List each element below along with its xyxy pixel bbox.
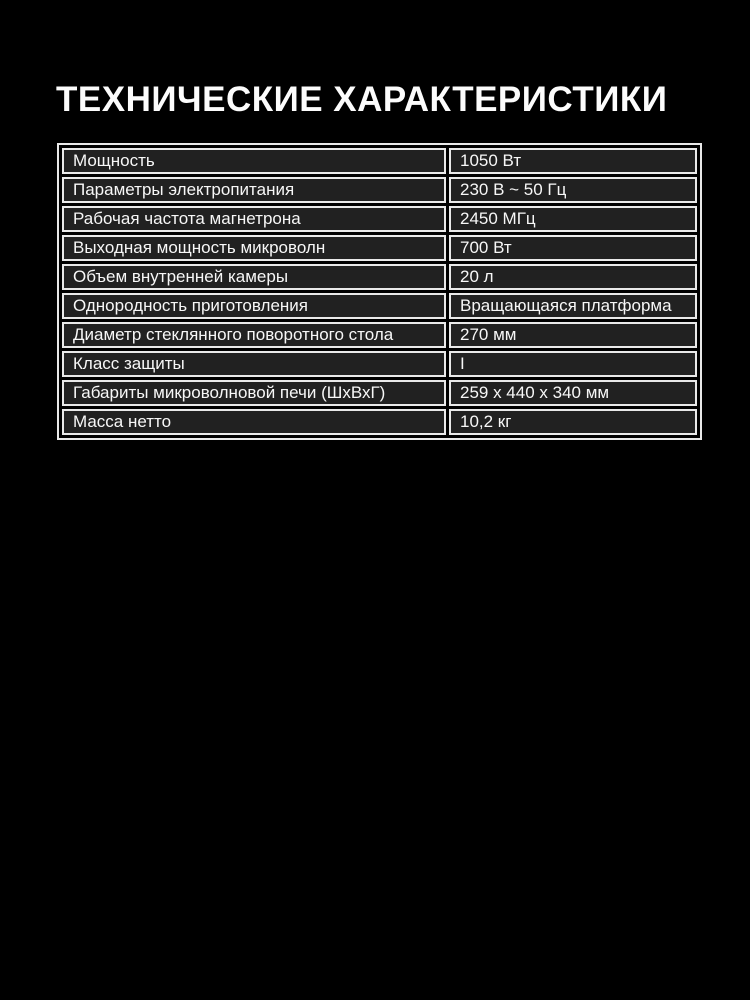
table-row bbox=[62, 206, 697, 232]
spec-value: 10,2 кг bbox=[449, 409, 697, 435]
spec-value: 20 л bbox=[449, 264, 697, 290]
table-row bbox=[62, 148, 697, 174]
spec-value: 270 мм bbox=[449, 322, 697, 348]
page-title: ТЕХНИЧЕСКИЕ ХАРАКТЕРИСТИКИ bbox=[56, 80, 668, 119]
spec-label: Однородность приготовления bbox=[62, 293, 446, 319]
spec-table-container bbox=[57, 143, 702, 440]
spec-label: Объем внутренней камеры bbox=[62, 264, 446, 290]
spec-label: Параметры электропитания bbox=[62, 177, 446, 203]
spec-label: Выходная мощность микроволн bbox=[62, 235, 446, 261]
spec-label: Масса нетто bbox=[62, 409, 446, 435]
table-row bbox=[62, 235, 697, 261]
spec-label: Мощность bbox=[62, 148, 446, 174]
spec-value: 230 В ~ 50 Гц bbox=[449, 177, 697, 203]
spec-table bbox=[57, 143, 702, 440]
spec-label: Рабочая частота магнетрона bbox=[62, 206, 446, 232]
spec-value: 2450 МГц bbox=[449, 206, 697, 232]
table-row bbox=[62, 380, 697, 406]
table-row bbox=[62, 177, 697, 203]
table-row bbox=[62, 409, 697, 435]
spec-value: 259 х 440 х 340 мм bbox=[449, 380, 697, 406]
table-row bbox=[62, 293, 697, 319]
spec-table-body bbox=[62, 148, 697, 435]
spec-label: Класс защиты bbox=[62, 351, 446, 377]
spec-label: Габариты микроволновой печи (ШхВхГ) bbox=[62, 380, 446, 406]
table-row bbox=[62, 322, 697, 348]
table-row bbox=[62, 351, 697, 377]
spec-value: 700 Вт bbox=[449, 235, 697, 261]
spec-value: 1050 Вт bbox=[449, 148, 697, 174]
spec-value: Вращающаяся платформа bbox=[449, 293, 697, 319]
spec-value: I bbox=[449, 351, 697, 377]
table-row bbox=[62, 264, 697, 290]
spec-label: Диаметр стеклянного поворотного стола bbox=[62, 322, 446, 348]
